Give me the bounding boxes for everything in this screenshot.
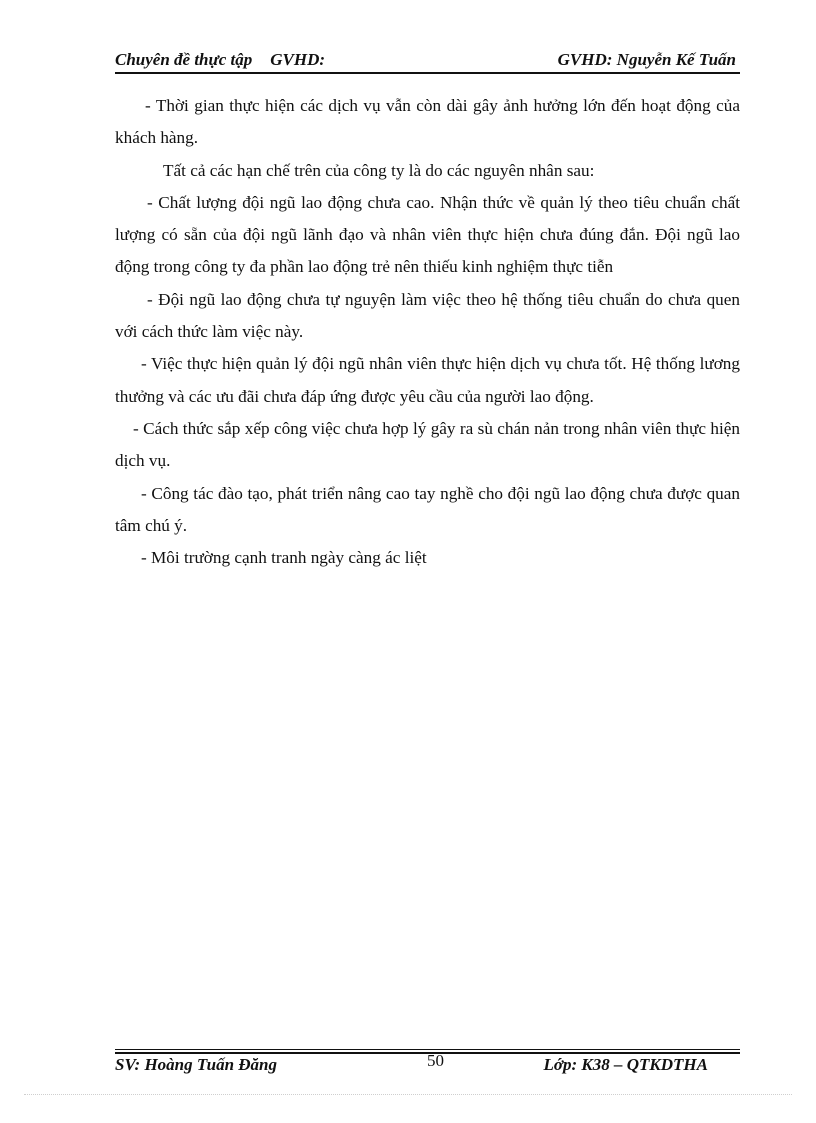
paragraph: - Chất lượng đội ngũ lao động chưa cao. Nhận thức về quản lý theo tiêu chuẩn chất lượng có sẵn của đội ngũ lãnh đạo và nhân viên thực hiện chưa đúng đắn. Đội ngũ lao động trong công ty đa phần lao động trẻ nên thiếu kinh nghiệm thực tiễn (115, 192, 740, 277)
document-body (115, 90, 740, 574)
paragraph: - Đội ngũ lao động chưa tự nguyện làm việc theo hệ thống tiêu chuẩn do chưa quen với cách thức làm việc này. (115, 289, 740, 342)
paragraph: - Việc thực hiện quản lý đội ngũ nhân viên thực hiện dịch vụ chưa tốt. Hệ thống lương thưởng và các ưu đãi chưa đáp ứng được yêu cầu của người lao động. (115, 354, 740, 406)
paragraph: - Môi trường cạnh tranh ngày càng ác liệt (141, 548, 427, 568)
footer-student: SV: Hoàng Tuấn Đăng (115, 1055, 278, 1074)
header-gvhd-label: GVHD: (270, 50, 326, 69)
header-supervisor: GVHD: Nguyễn Kế Tuấn (557, 50, 736, 69)
footer-rule-thin (115, 1049, 740, 1050)
page-number: 50 (427, 1051, 444, 1070)
paragraph: Tất cả các hạn chế trên của công ty là do các nguyên nhân sau: (163, 160, 595, 180)
header-report-title: Chuyên đề thực tập (115, 50, 253, 69)
paragraph: - Thời gian thực hiện các dịch vụ vẫn còn dài gây ảnh hưởng lớn đến hoạt động của khách hàng. (115, 96, 740, 148)
page-header (115, 50, 740, 74)
header-rule (115, 72, 740, 74)
footer-class: Lớp: K38 – QTKDTHA (543, 1055, 708, 1074)
paragraph: - Cách thức sắp xếp công việc chưa hợp lý gây ra sù chán nản trong nhân viên thực hiện dịch vụ. (115, 418, 740, 471)
page-edge (24, 1094, 792, 1095)
header-left (115, 50, 325, 70)
paragraph: - Công tác đào tạo, phát triển nâng cao tay nghề cho đội ngũ lao động chưa được quan tâm chú ý. (115, 483, 740, 535)
page-footer (115, 1051, 740, 1078)
